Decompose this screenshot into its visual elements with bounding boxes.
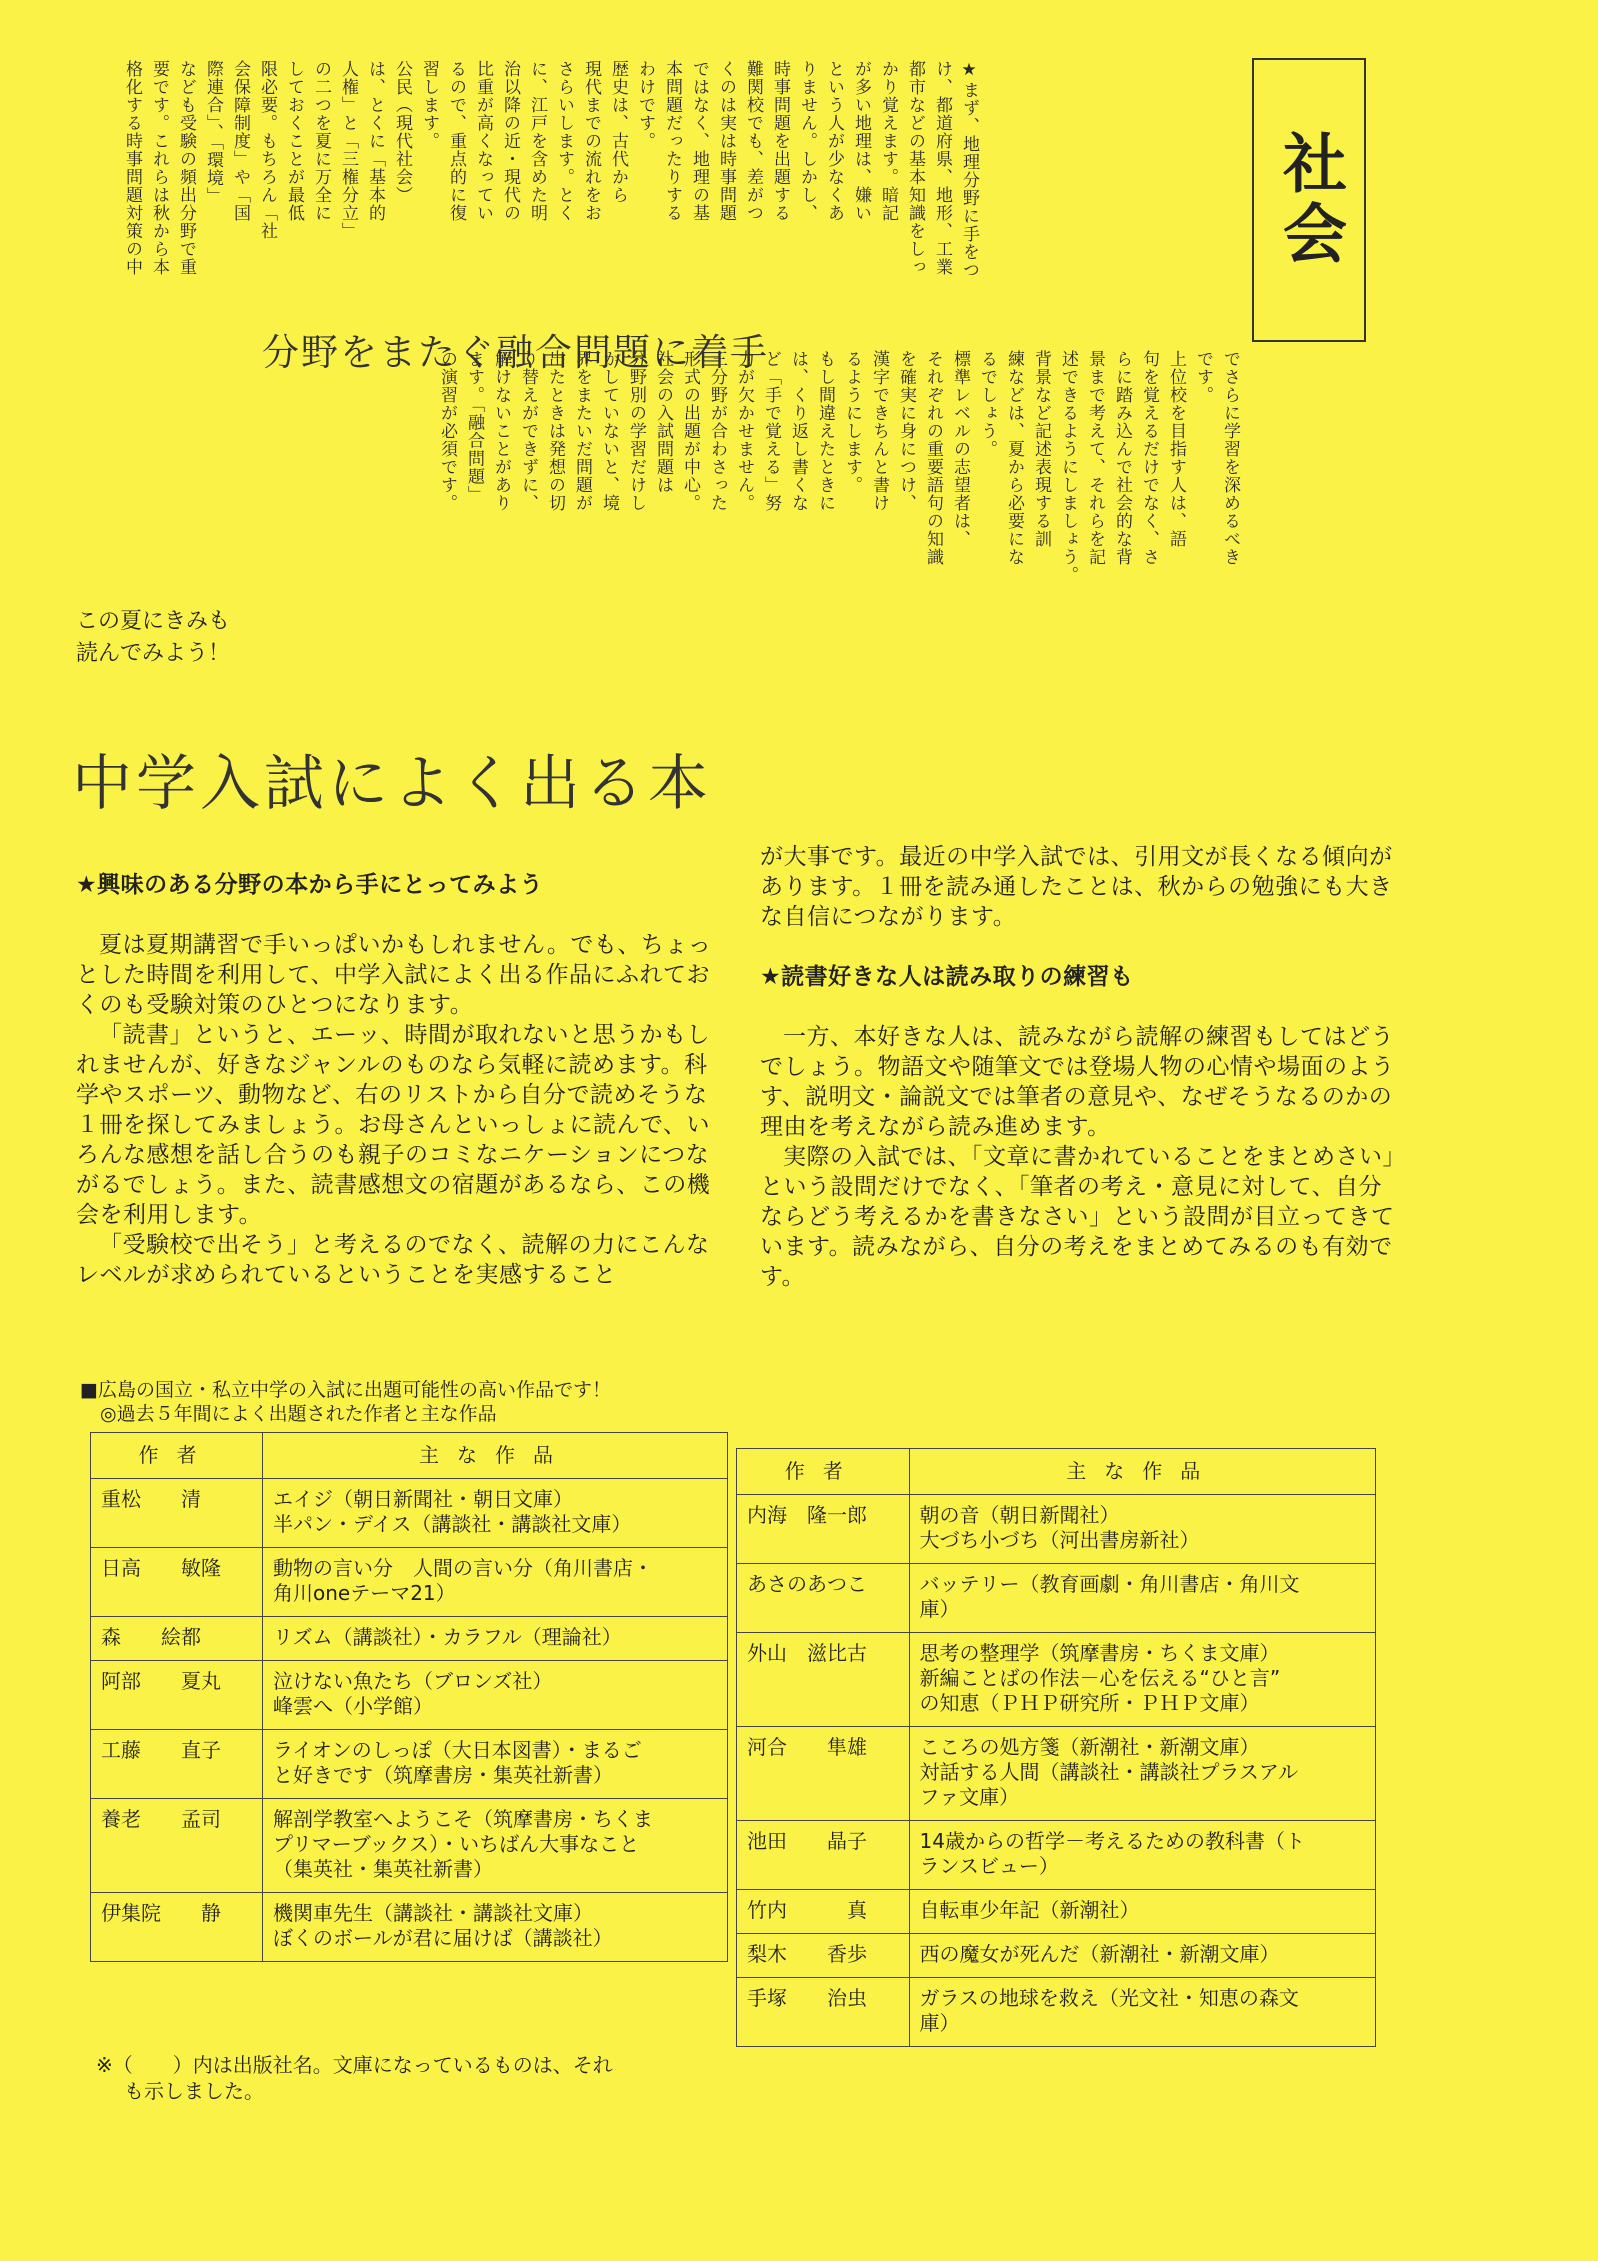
vertical-text-line: さらいします。とく <box>554 60 574 222</box>
works-cell <box>262 1661 727 1730</box>
works-cell <box>909 1495 1375 1564</box>
work-line: 対話する人間（講談社・講談社プラスアル <box>919 1760 1299 1784</box>
table-row <box>737 1978 1376 2047</box>
work-line: 泣けない魚たち（ブロンズ社） <box>272 1669 553 1693</box>
works-cell <box>909 1934 1375 1978</box>
author-cell: 日高 敏隆 <box>91 1548 263 1617</box>
vertical-text-line: ではなく、地理の基 <box>689 60 709 222</box>
vertical-text-line: ます。「融合問題」 <box>464 350 484 504</box>
paragraph: 夏は夏期講習で手いっぱいかもしれません。でも、ちょっとした時間を利用して、中学入試によく出る作品にふれておくのも受験対策のひとつになります。 <box>76 932 712 1018</box>
vertical-text-line: 際連合」、「環境」 <box>203 60 223 205</box>
subject-label-box <box>1252 58 1366 342</box>
vertical-text-line: 現代までの流れをお <box>581 60 601 222</box>
work-line: ガラスの地球を救え（光文社・知恵の森文 <box>919 1986 1299 2010</box>
works-cell <box>909 1978 1375 2047</box>
vertical-text-line: 背景など記述表現する訓 <box>1031 350 1051 548</box>
vertical-text-line: 出たときは発想の切 <box>545 350 565 512</box>
work-line: ライオンのしっぽ（大日本図書）・まるご <box>272 1738 642 1762</box>
table-row <box>91 1548 728 1617</box>
author-cell: 手塚 治虫 <box>737 1978 910 2047</box>
works-column-header: 主な作品 <box>262 1433 727 1479</box>
vertical-text-line: わけです。 <box>635 60 655 150</box>
vertical-text-line: を確実に身につけ、 <box>896 350 916 512</box>
work-line: （集英社・集英社新書） <box>272 1857 493 1881</box>
works-cell <box>909 1821 1375 1890</box>
vertical-text-line: らに踏み込んで社会的な背 <box>1112 350 1132 566</box>
vertical-text-line: 難関校でも、差がつ <box>743 60 763 222</box>
table-row <box>91 1661 728 1730</box>
work-line: 14歳からの哲学－考えるための教科書（ト <box>919 1829 1305 1853</box>
work-line: と好きです（筑摩書房・集英社新書） <box>272 1763 613 1787</box>
work-line: 機関車先生（講談社・講談社文庫） <box>272 1901 593 1925</box>
vertical-text-line: 都市などの基本知識をしっ <box>905 60 925 276</box>
vertical-text-line: 標準レベルの志望者は、 <box>950 350 970 548</box>
vertical-text-line: 時事問題を出題する <box>770 60 790 222</box>
vertical-text-line: の二つを夏に万全に <box>311 60 331 222</box>
table-row <box>737 1495 1376 1564</box>
work-line: 峰雲へ（小学館） <box>272 1694 433 1718</box>
table-row <box>91 1730 728 1799</box>
book-table-left <box>90 1432 728 1962</box>
author-cell: 河合 隼雄 <box>737 1727 910 1821</box>
article-left-heading: ★興味のある分野の本から手にとってみよう <box>76 872 544 898</box>
vertical-text-line: 格化する時事問題対策の中 <box>122 60 142 276</box>
work-line: 庫） <box>919 1597 960 1621</box>
vertical-text-line: るので、重点的に復 <box>446 60 466 222</box>
work-line: リズム（講談社）・カラフル（理論社） <box>272 1625 622 1649</box>
vertical-text-line: が多い地理は、嫌い <box>851 60 871 222</box>
vertical-text-line: 練などは、夏から必要にな <box>1004 350 1024 566</box>
footnote <box>96 2052 613 2104</box>
vertical-text-line: 社会の入試問題は <box>653 350 673 494</box>
vertical-text-line: 比重が高くなってい <box>473 60 493 222</box>
tagline-line: この夏にきみも <box>76 609 231 634</box>
vertical-text-line: かしていないと、境 <box>599 350 619 512</box>
work-line: 庫） <box>919 2011 960 2035</box>
vertical-text-line: 解けないことがあり <box>491 350 511 512</box>
vertical-text-line: かり覚えます。暗記 <box>878 60 898 222</box>
paragraph: 「受験校で出そう」と考えるのでなく、読解の力にこんなレベルが求められているということを実感すること <box>76 1232 710 1288</box>
work-line: 思考の整理学（筑摩書房・ちくま文庫） <box>919 1641 1280 1665</box>
paragraph: 「読書」というと、エーッ、時間が取れないと思うかもしれませんが、好きなジャンルのものなら気軽に読めます。科学やスポーツ、動物など、右のリストから自分で読めそうな１冊を探してみましょう。お母さんといっしょに読んで、いろんな感想を話し合うのも親子のコミなニケーションにつながるでしょう。また、読書感想文の宿題があるなら、この機会を利用します。 <box>76 1022 711 1228</box>
social-studies-text-right <box>433 350 1243 605</box>
footnote-line: も示しました。 <box>124 2079 264 2103</box>
table-row <box>737 1727 1376 1821</box>
vertical-text-line: 要です。これらは秋から本 <box>149 60 169 276</box>
vertical-text-line: りません。しかし、 <box>797 60 817 222</box>
vertical-text-line: 分野別の学習だけし <box>626 350 646 512</box>
subject-label: 社会 <box>1272 130 1347 270</box>
author-cell: 阿部 夏丸 <box>91 1661 263 1730</box>
vertical-text-line: の演習が必須です。 <box>437 350 457 512</box>
author-cell: あさのあつこ <box>737 1564 910 1633</box>
vertical-text-line: 景まで考えて、それらを記 <box>1085 350 1105 566</box>
work-line: プリマーブックス）・いちばん大事なこと <box>272 1832 640 1856</box>
works-cell <box>909 1727 1375 1821</box>
author-column-header: 作者 <box>737 1449 910 1495</box>
vertical-text-line: 三分野が合わさった <box>707 350 727 512</box>
vertical-text-line: 形式の出題が中心。 <box>680 350 700 512</box>
table-row <box>91 1479 728 1548</box>
work-line: 朝の音（朝日新聞社） <box>919 1503 1120 1527</box>
work-line: の知恵（ＰＨＰ研究所・ＰＨＰ文庫） <box>919 1691 1260 1715</box>
work-line: 自転車少年記（新潮社） <box>919 1898 1140 1922</box>
vertical-text-line: ★まず、地理分野に手をつ <box>959 60 979 279</box>
vertical-text-line: 漢字できちんと書け <box>869 350 889 512</box>
vertical-text-line: は、くり返し書くな <box>788 350 808 512</box>
vertical-text-line: け、都道府県、地形、工業 <box>932 60 952 276</box>
paragraph: 実際の入試では、「文章に書かれていることをまとめさい」という設問だけでなく、「筆者の考え・意見に対して、自分ならどう考えるかを書きなさい」という設問が目立ってきています。読みながら、自分の考えをまとめてみるのも有効です。 <box>760 1144 1395 1290</box>
work-line: 解剖学教室へようこそ（筑摩書房・ちくま <box>272 1807 653 1831</box>
author-cell: 梨木 香歩 <box>737 1934 910 1978</box>
works-cell <box>262 1799 727 1893</box>
table-row <box>737 1934 1376 1978</box>
vertical-text-line: ど「手で覚える」努 <box>761 350 781 512</box>
table-row <box>737 1633 1376 1727</box>
vertical-text-line: という人が少なくあ <box>824 60 844 222</box>
works-cell <box>262 1479 727 1548</box>
list-note-line: ◎過去５年間によく出題された作者と主な作品 <box>100 1403 497 1425</box>
social-studies-text-left <box>118 60 982 315</box>
vertical-text-line: に、江戸を含めた明 <box>527 60 547 222</box>
vertical-text-line: 句を覚えるだけでなく、さ <box>1139 350 1159 566</box>
vertical-text-line: 歴史は、古代から <box>608 60 628 204</box>
works-cell <box>262 1617 727 1661</box>
works-cell <box>909 1564 1375 1633</box>
work-line: ぼくのボールが君に届けば（講談社） <box>272 1926 613 1950</box>
vertical-text-line: もし間違えたときに <box>815 350 835 512</box>
table-row <box>737 1821 1376 1890</box>
tagline <box>76 606 230 670</box>
table-row <box>737 1564 1376 1633</box>
author-cell: 養老 孟司 <box>91 1799 263 1893</box>
work-line: 角川oneテーマ21） <box>272 1581 456 1605</box>
works-cell <box>262 1893 727 1962</box>
work-line: 半パン・デイス（講談社・講談社文庫） <box>272 1512 632 1536</box>
vertical-text-line: 公民（現代社会） <box>392 60 412 204</box>
vertical-text-line: なども受験の頻出分野で重 <box>176 60 196 276</box>
work-line: 動物の言い分 人間の言い分（角川書店・ <box>272 1556 653 1580</box>
paragraph-continuation: が大事です。最近の中学入試では、引用文が長くなる傾向があります。１冊を読み通したことは、秋からの勉強にも大きな自信につながります。 <box>760 844 1393 930</box>
author-cell: 工藤 直子 <box>91 1730 263 1799</box>
tagline-line: 読んでみよう！ <box>76 641 231 666</box>
vertical-text-line: 上位校を目指す人は、語 <box>1166 350 1186 548</box>
author-cell: 内海 隆一郎 <box>737 1495 910 1564</box>
article-title: 中学入試によく出る本 <box>72 749 712 819</box>
vertical-text-line: 本問題だったりする <box>662 60 682 222</box>
author-column-header: 作者 <box>91 1433 263 1479</box>
book-table-right <box>736 1448 1376 2047</box>
vertical-text-line: でさらに学習を深めるべき <box>1220 350 1240 566</box>
work-line: エイジ（朝日新聞社・朝日文庫） <box>272 1487 573 1511</box>
article-right-heading: ★読書好きな人は読み取りの練習も <box>760 964 1134 990</box>
list-note <box>80 1378 611 1426</box>
vertical-text-line: は、とくに「基本的 <box>365 60 385 222</box>
vertical-text-line: しておくことが最低 <box>284 60 304 222</box>
author-cell: 外山 滋比古 <box>737 1633 910 1727</box>
works-cell <box>262 1548 727 1617</box>
author-cell: 重松 清 <box>91 1479 263 1548</box>
works-cell <box>909 1633 1375 1727</box>
vertical-text-line: くのは実は時事問題 <box>716 60 736 222</box>
vertical-text-line: です。 <box>1193 350 1213 404</box>
article-right-column <box>760 842 1400 1292</box>
works-cell <box>262 1730 727 1799</box>
table-row <box>737 1890 1376 1934</box>
vertical-text-line: り替えができずに、 <box>518 350 538 512</box>
author-cell: 森 絵都 <box>91 1617 263 1661</box>
vertical-text-line: 治以降の近・現代の <box>500 60 520 222</box>
author-cell: 池田 晶子 <box>737 1821 910 1890</box>
author-cell: 竹内 真 <box>737 1890 910 1934</box>
work-line: 西の魔女が死んだ（新潮社・新潮文庫） <box>919 1942 1280 1966</box>
works-cell <box>909 1890 1375 1934</box>
vertical-text-line: 界をまたいだ問題が <box>572 350 592 512</box>
vertical-text-line: るでしょう。 <box>977 350 997 458</box>
vertical-text-line: 会保障制度」や「国 <box>230 60 250 222</box>
table-row <box>91 1617 728 1661</box>
table-row <box>91 1799 728 1893</box>
vertical-text-line: 限必要。もちろん「社 <box>257 60 277 240</box>
article-left-column <box>76 870 716 1290</box>
vertical-text-line: 力が欠かせません。 <box>734 350 754 512</box>
vertical-text-line: るようにします。 <box>842 350 862 494</box>
works-column-header: 主な作品 <box>909 1449 1375 1495</box>
footnote-line: ※（ ）内は出版社名。文庫になっているものは、それ <box>96 2053 613 2077</box>
table-row <box>91 1893 728 1962</box>
vertical-text-line: 習します。 <box>419 60 439 150</box>
section-subheading: 分野をまたぐ融合問題に着手 <box>262 331 769 374</box>
vertical-text-line: 人権」と「三権分立」 <box>338 60 358 240</box>
work-line: 新編ことばの作法－心を伝える“ひと言” <box>919 1666 1281 1690</box>
work-line: こころの処方箋（新潮社・新潮文庫） <box>919 1735 1260 1759</box>
paragraph: 一方、本好きな人は、読みながら読解の練習もしてはどうでしょう。物語文や随筆文では登場人物の心情や場面のようす、説明文・論説文では筆者の意見や、なぜそうなるのかの理由を考えながら読み進めます。 <box>760 1024 1395 1140</box>
work-line: ファ文庫） <box>919 1785 1020 1809</box>
work-line: ランスビュー） <box>919 1854 1059 1878</box>
list-note-line: ■広島の国立・私立中学の入試に出題可能性の高い作品です！ <box>80 1379 611 1401</box>
vertical-text-line: 述できるようにしましょう。 <box>1058 350 1078 584</box>
vertical-text-line: それぞれの重要語句の知識 <box>923 350 943 566</box>
work-line: バッテリー（教育画劇・角川書店・角川文 <box>919 1572 1300 1596</box>
author-cell: 伊集院 静 <box>91 1893 263 1962</box>
work-line: 大づち小づち（河出書房新社） <box>919 1528 1200 1552</box>
